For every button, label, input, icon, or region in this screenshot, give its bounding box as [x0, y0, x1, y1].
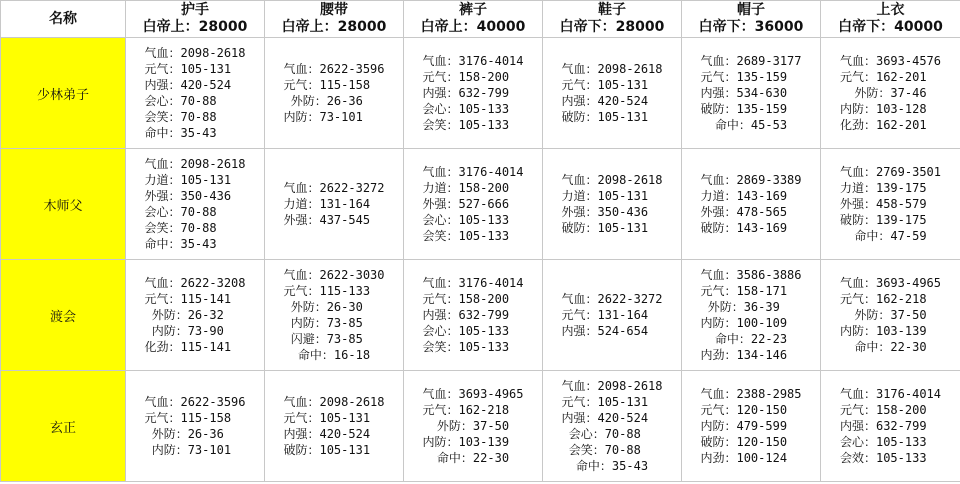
stat-line: 内防：73-101	[283, 110, 363, 124]
stat-list	[561, 378, 662, 474]
row-name-cell: 木师父	[1, 149, 126, 260]
stat-list	[840, 386, 941, 466]
stat-list	[144, 394, 245, 458]
stat-line: 内防：73-85	[283, 316, 363, 330]
stat-cell-shoes	[543, 38, 682, 149]
stat-list	[561, 291, 662, 339]
stat-list	[700, 53, 801, 133]
table-row	[1, 38, 960, 149]
stat-cell-pants	[404, 149, 543, 260]
stat-line: 破防：139-175	[839, 213, 927, 227]
stat-line: 元气：105-131	[561, 395, 649, 409]
stat-line: 命中：22-23	[700, 332, 788, 346]
table-body	[1, 38, 960, 482]
stat-line: 会心：70-88	[144, 94, 217, 108]
stat-line: 内强：632-799	[422, 86, 510, 100]
stat-line: 内强：632-799	[839, 419, 927, 433]
stat-cell-hat	[682, 38, 821, 149]
stat-line: 内强：534-630	[700, 86, 788, 100]
stat-line: 破防：105-131	[561, 110, 649, 124]
stat-cell-gloves	[126, 149, 265, 260]
stat-line: 破防：105-131	[283, 443, 371, 457]
stat-line: 气血：2689-3177	[700, 54, 802, 68]
stat-line: 气血：3176-4014	[422, 54, 524, 68]
stat-line: 气血：3693-4965	[422, 387, 524, 401]
stat-line: 化劲：162-201	[839, 118, 927, 132]
stat-line: 会效：105-133	[839, 451, 927, 465]
stat-line: 气血：3693-4965	[839, 276, 942, 290]
stat-line: 会笑：70-88	[144, 110, 217, 124]
stat-line: 会心：105-133	[422, 102, 510, 116]
stat-list	[700, 172, 801, 236]
stat-line: 气血：2098-2618	[144, 157, 246, 171]
stat-line: 元气：105-131	[144, 62, 232, 76]
stat-line: 元气：158-200	[839, 403, 927, 417]
stat-cell-shoes	[543, 371, 682, 482]
stat-line: 内防：103-139	[422, 435, 510, 449]
stat-line: 外防：37-50	[839, 308, 927, 322]
stat-line: 元气：162-201	[839, 70, 927, 84]
stat-line: 力道：143-169	[700, 189, 788, 203]
stat-line: 外防：26-32	[144, 308, 224, 322]
stat-list	[144, 275, 245, 355]
stat-line: 命中：47-59	[839, 229, 927, 243]
stat-line: 外强：350-436	[144, 189, 232, 203]
stat-line: 外强：458-579	[839, 197, 927, 211]
stat-line: 闪避：73-85	[283, 332, 363, 346]
stat-line: 内防：100-109	[700, 316, 788, 330]
stat-cell-hat	[682, 260, 821, 371]
stat-line: 力道：158-200	[422, 181, 510, 195]
stat-line: 气血：3176-4014	[422, 276, 524, 290]
stat-cell-top	[821, 38, 960, 149]
stat-line: 气血：2098-2618	[144, 46, 246, 60]
stat-line: 内劲：134-146	[700, 348, 788, 362]
stat-line: 元气：162-218	[839, 292, 927, 306]
table-row	[1, 260, 960, 371]
stat-line: 内防：103-128	[839, 102, 927, 116]
stat-cell-shoes	[543, 149, 682, 260]
stat-line: 内防：73-101	[144, 443, 232, 457]
stat-line: 元气：162-218	[422, 403, 510, 417]
stat-line: 气血：2098-2618	[561, 173, 663, 187]
stat-line: 元气：105-131	[561, 78, 649, 92]
stat-list	[561, 172, 662, 236]
stat-line: 内强：632-799	[422, 308, 510, 322]
stat-line: 会笑：105-133	[422, 229, 510, 243]
stat-line: 外强：350-436	[561, 205, 649, 219]
stat-line: 气血：2869-3389	[700, 173, 802, 187]
stat-line: 会心：70-88	[144, 205, 217, 219]
stat-list	[840, 275, 941, 355]
stat-list	[422, 164, 523, 244]
stat-cell-gloves	[126, 38, 265, 149]
stat-line: 元气：158-171	[700, 284, 788, 298]
stat-line: 气血：2098-2618	[561, 379, 663, 393]
stat-list	[561, 61, 662, 125]
stat-list	[283, 267, 384, 363]
stat-cell-gloves	[126, 371, 265, 482]
stat-line: 命中：45-53	[700, 118, 788, 132]
row-name-cell: 玄正	[1, 371, 126, 482]
stat-line: 气血：3176-4014	[839, 387, 942, 401]
stat-list	[422, 275, 523, 355]
stat-line: 会笑：105-133	[422, 118, 510, 132]
column-header-pants: 裤子 白帝上：40000	[404, 1, 543, 38]
stat-line: 元气：115-158	[144, 411, 232, 425]
stat-line: 元气：115-158	[283, 78, 371, 92]
stat-line: 元气：120-150	[700, 403, 788, 417]
column-header-top: 上衣 白帝下：40000	[821, 1, 960, 38]
stat-line: 会心：70-88	[561, 427, 641, 441]
stat-list	[700, 386, 801, 466]
stat-list	[840, 164, 941, 244]
stat-cell-top	[821, 149, 960, 260]
table-row	[1, 149, 960, 260]
stat-cell-shoes	[543, 260, 682, 371]
stat-cell-belt	[265, 371, 404, 482]
stat-line: 气血：2098-2618	[283, 395, 385, 409]
stat-cell-hat	[682, 149, 821, 260]
stat-line: 气血：2769-3501	[839, 165, 942, 179]
stat-line: 会心：105-133	[839, 435, 927, 449]
stat-line: 外防：26-36	[283, 94, 363, 108]
stat-line: 破防：143-169	[700, 221, 788, 235]
stat-line: 命中：22-30	[422, 451, 510, 465]
stat-line: 力道：139-175	[839, 181, 927, 195]
stat-list	[144, 156, 245, 252]
stat-line: 命中：35-43	[144, 237, 217, 251]
stat-cell-top	[821, 371, 960, 482]
stat-list	[422, 53, 523, 133]
column-header-shoes: 鞋子 白帝下：28000	[543, 1, 682, 38]
stat-line: 命中：35-43	[561, 459, 649, 473]
stat-cell-pants	[404, 260, 543, 371]
stat-line: 气血：3586-3886	[700, 268, 802, 282]
stat-line: 元气：158-200	[422, 70, 510, 84]
stat-line: 内防：103-139	[839, 324, 927, 338]
stat-cell-belt	[265, 149, 404, 260]
stat-line: 内强：524-654	[561, 324, 649, 338]
stat-line: 外防：36-39	[700, 300, 780, 314]
stat-list	[144, 45, 245, 141]
stat-line: 破防：135-159	[700, 102, 788, 116]
stat-line: 破防：105-131	[561, 221, 649, 235]
stat-line: 气血：3176-4014	[422, 165, 524, 179]
stat-line: 外防：26-36	[144, 427, 224, 441]
stat-line: 气血：2622-3272	[283, 181, 385, 195]
stat-line: 元气：115-141	[144, 292, 232, 306]
header-row	[1, 1, 960, 38]
stat-list	[422, 386, 523, 466]
stat-line: 元气：105-131	[283, 411, 371, 425]
stat-line: 内防：479-599	[700, 419, 788, 433]
stat-line: 内强：420-524	[144, 78, 232, 92]
stat-line: 力道：105-131	[561, 189, 649, 203]
stat-line: 外防：37-50	[422, 419, 510, 433]
stat-line: 气血：2388-2985	[700, 387, 802, 401]
stat-line: 元气：158-200	[422, 292, 510, 306]
stat-line: 命中：35-43	[144, 126, 217, 140]
stat-list	[283, 394, 384, 458]
stat-line: 会笑：105-133	[422, 340, 510, 354]
stat-line: 内劲：100-124	[700, 451, 788, 465]
stat-cell-belt	[265, 260, 404, 371]
stat-line: 外强：527-666	[422, 197, 510, 211]
stat-line: 内强：420-524	[561, 94, 649, 108]
stat-line: 化劲：115-141	[144, 340, 232, 354]
stat-list	[700, 267, 801, 363]
stat-line: 内防：73-90	[144, 324, 224, 338]
stat-line: 气血：2622-3272	[561, 292, 663, 306]
stat-line: 气血：2622-3030	[283, 268, 385, 282]
stat-line: 会笑：70-88	[144, 221, 217, 235]
stat-cell-pants	[404, 371, 543, 482]
column-header-hat: 帽子 白帝下：36000	[682, 1, 821, 38]
stat-cell-hat	[682, 371, 821, 482]
stat-line: 气血：3693-4576	[839, 54, 942, 68]
stat-cell-pants	[404, 38, 543, 149]
stat-cell-gloves	[126, 260, 265, 371]
name-column-header: 名称	[1, 1, 126, 38]
stat-cell-belt	[265, 38, 404, 149]
stat-line: 会笑：70-88	[561, 443, 641, 457]
stat-line: 气血：2622-3596	[283, 62, 385, 76]
stat-line: 外强：478-565	[700, 205, 788, 219]
stat-line: 会心：105-133	[422, 324, 510, 338]
stat-line: 气血：2098-2618	[561, 62, 663, 76]
stat-cell-top	[821, 260, 960, 371]
stat-line: 内强：420-524	[561, 411, 649, 425]
table-row	[1, 371, 960, 482]
stat-line: 元气：115-133	[283, 284, 371, 298]
stat-line: 外强：437-545	[283, 213, 371, 227]
stat-line: 命中：16-18	[283, 348, 371, 362]
stat-line: 会心：105-133	[422, 213, 510, 227]
stat-line: 外防：26-30	[283, 300, 363, 314]
row-name-cell: 少林弟子	[1, 38, 126, 149]
column-header-gloves: 护手 白帝上：28000	[126, 1, 265, 38]
stat-line: 气血：2622-3596	[144, 395, 246, 409]
row-name-cell: 渡会	[1, 260, 126, 371]
stat-line: 内强：420-524	[283, 427, 371, 441]
stat-list	[283, 180, 384, 228]
stat-line: 元气：135-159	[700, 70, 788, 84]
stat-list	[840, 53, 941, 133]
stat-line: 气血：2622-3208	[144, 276, 246, 290]
stat-line: 元气：131-164	[561, 308, 649, 322]
stat-line: 力道：105-131	[144, 173, 232, 187]
stat-line: 破防：120-150	[700, 435, 788, 449]
stat-line: 命中：22-30	[839, 340, 927, 354]
stat-line: 外防：37-46	[839, 86, 927, 100]
stat-list	[283, 61, 384, 125]
column-header-belt: 腰带 白帝上：28000	[265, 1, 404, 38]
stat-line: 力道：131-164	[283, 197, 371, 211]
